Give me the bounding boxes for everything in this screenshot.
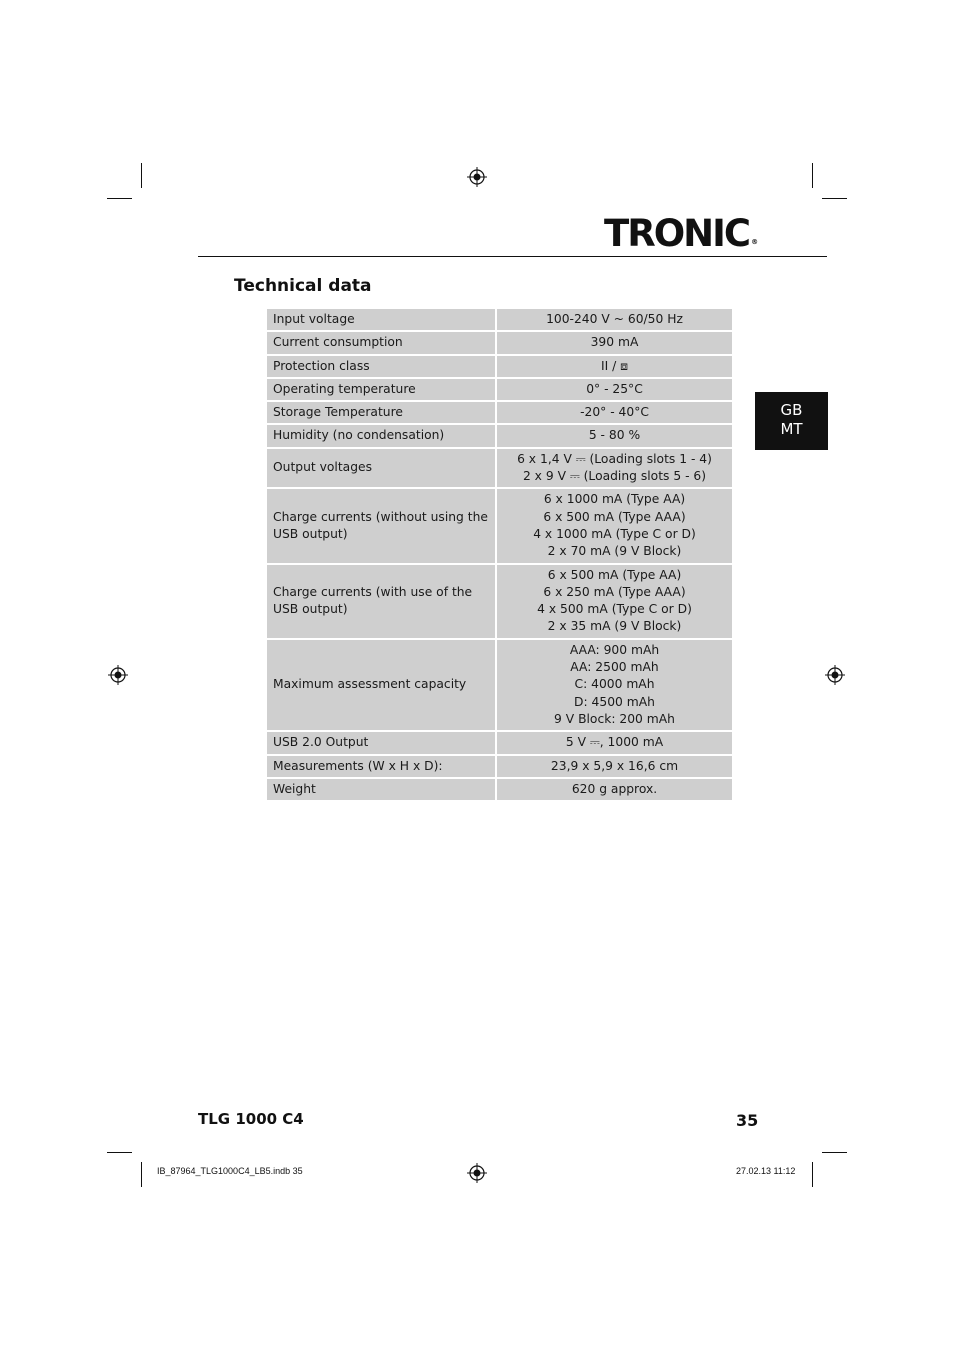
crop-mark (107, 1152, 132, 1153)
print-file-info: IB_87964_TLG1000C4_LB5.indb 35 (157, 1166, 303, 1176)
footer-model-name: TLG 1000 C4 (198, 1110, 304, 1128)
spec-value-line: 23,9 x 5,9 x 16,6 cm (550, 758, 679, 773)
table-row (267, 565, 732, 640)
registration-mark-icon (108, 665, 128, 685)
spec-value-line: 9 V Block: 200 mAh (554, 711, 675, 726)
spec-value-line: 2 x 70 mA (9 V Block) (547, 544, 682, 559)
spec-value-line: 2 x 35 mA (9 V Block) (547, 619, 682, 634)
spec-value (497, 640, 732, 732)
table-row (267, 379, 732, 402)
spec-value-line: II / ⧈ (600, 358, 629, 373)
spec-label: Charge currents (with use of the USB output) (267, 565, 497, 640)
spec-label: Charge currents (without using the USB output) (267, 489, 497, 564)
spec-value-line: 0° - 25°C (586, 381, 643, 396)
crop-mark (141, 163, 142, 188)
spec-value-line: -20° - 40°C (580, 405, 649, 420)
table-row (267, 640, 732, 732)
brand-name: TRONIC (604, 212, 750, 255)
table-row (267, 732, 732, 755)
table-row (267, 489, 732, 564)
spec-label: Output voltages (267, 449, 497, 490)
registration-mark-icon (467, 167, 487, 187)
table-row (267, 779, 732, 802)
header-rule (198, 256, 827, 257)
crop-mark (812, 163, 813, 188)
spec-label: Protection class (267, 356, 497, 379)
spec-value-line: 6 x 250 mA (Type AAA) (543, 584, 686, 599)
spec-value (497, 449, 732, 490)
table-row (267, 756, 732, 779)
spec-value (497, 565, 732, 640)
spec-value-line: 6 x 500 mA (Type AA) (547, 567, 682, 582)
spec-value (497, 356, 732, 379)
spec-value-line: AA: 2500 mAh (570, 660, 659, 675)
spec-value (497, 732, 732, 755)
spec-value-line: C: 4000 mAh (574, 677, 655, 692)
spec-value-line: 100-240 V ~ 60/50 Hz (546, 312, 683, 326)
language-code: MT (780, 420, 803, 438)
spec-value-line: 5 V ⎓, 1000 mA (565, 735, 664, 750)
section-heading: Technical data (234, 276, 372, 296)
spec-value (497, 756, 732, 779)
table-row (267, 402, 732, 425)
registration-mark-icon (825, 665, 845, 685)
spec-label: Maximum assessment capacity (267, 640, 497, 732)
technical-data-body (267, 309, 732, 802)
spec-value-line: 6 x 1000 mA (Type AA) (543, 492, 686, 507)
spec-value (497, 779, 732, 802)
spec-value (497, 379, 732, 402)
crop-mark (822, 1152, 847, 1153)
spec-label: Operating temperature (267, 379, 497, 402)
spec-value (497, 425, 732, 448)
table-row (267, 449, 732, 490)
crop-mark (822, 198, 847, 199)
spec-label: Measurements (W x H x D): (267, 756, 497, 779)
spec-value-line: 4 x 500 mA (Type C or D) (537, 602, 692, 617)
spec-value-line: 6 x 1,4 V ⎓ (Loading slots 1 - 4) (517, 451, 712, 466)
spec-value (497, 489, 732, 564)
registration-mark-icon (467, 1163, 487, 1183)
spec-value-line: 620 g approx. (571, 781, 658, 796)
spec-label: Storage Temperature (267, 402, 497, 425)
registered-mark: ® (751, 238, 759, 246)
table-row (267, 425, 732, 448)
spec-value-line: 2 x 9 V ⎓ (Loading slots 5 - 6) (522, 469, 707, 484)
page-number: 35 (736, 1111, 759, 1130)
table-row (267, 309, 732, 332)
spec-label: Current consumption (267, 332, 497, 355)
brand-logo (604, 212, 759, 256)
spec-value (497, 332, 732, 355)
spec-label: Input voltage (267, 309, 497, 332)
technical-data-table (267, 309, 732, 802)
table-row (267, 332, 732, 355)
spec-value-line: D: 4500 mAh (574, 694, 655, 709)
spec-value (497, 309, 732, 332)
spec-value (497, 402, 732, 425)
spec-label: Humidity (no condensation) (267, 425, 497, 448)
print-date: 27.02.13 11:12 (736, 1166, 796, 1176)
spec-label: Weight (267, 779, 497, 802)
language-code: GB (780, 401, 803, 419)
language-tab (755, 392, 828, 450)
crop-mark (812, 1162, 813, 1187)
spec-value-line: 6 x 500 mA (Type AAA) (543, 509, 686, 524)
spec-label: USB 2.0 Output (267, 732, 497, 755)
spec-value-line: 390 mA (590, 335, 639, 350)
spec-value-line: 5 - 80 % (588, 428, 641, 443)
table-row (267, 356, 732, 379)
crop-mark (107, 198, 132, 199)
crop-mark (141, 1162, 142, 1187)
spec-value-line: AAA: 900 mAh (569, 642, 660, 657)
spec-value-line: 4 x 1000 mA (Type C or D) (533, 526, 696, 541)
